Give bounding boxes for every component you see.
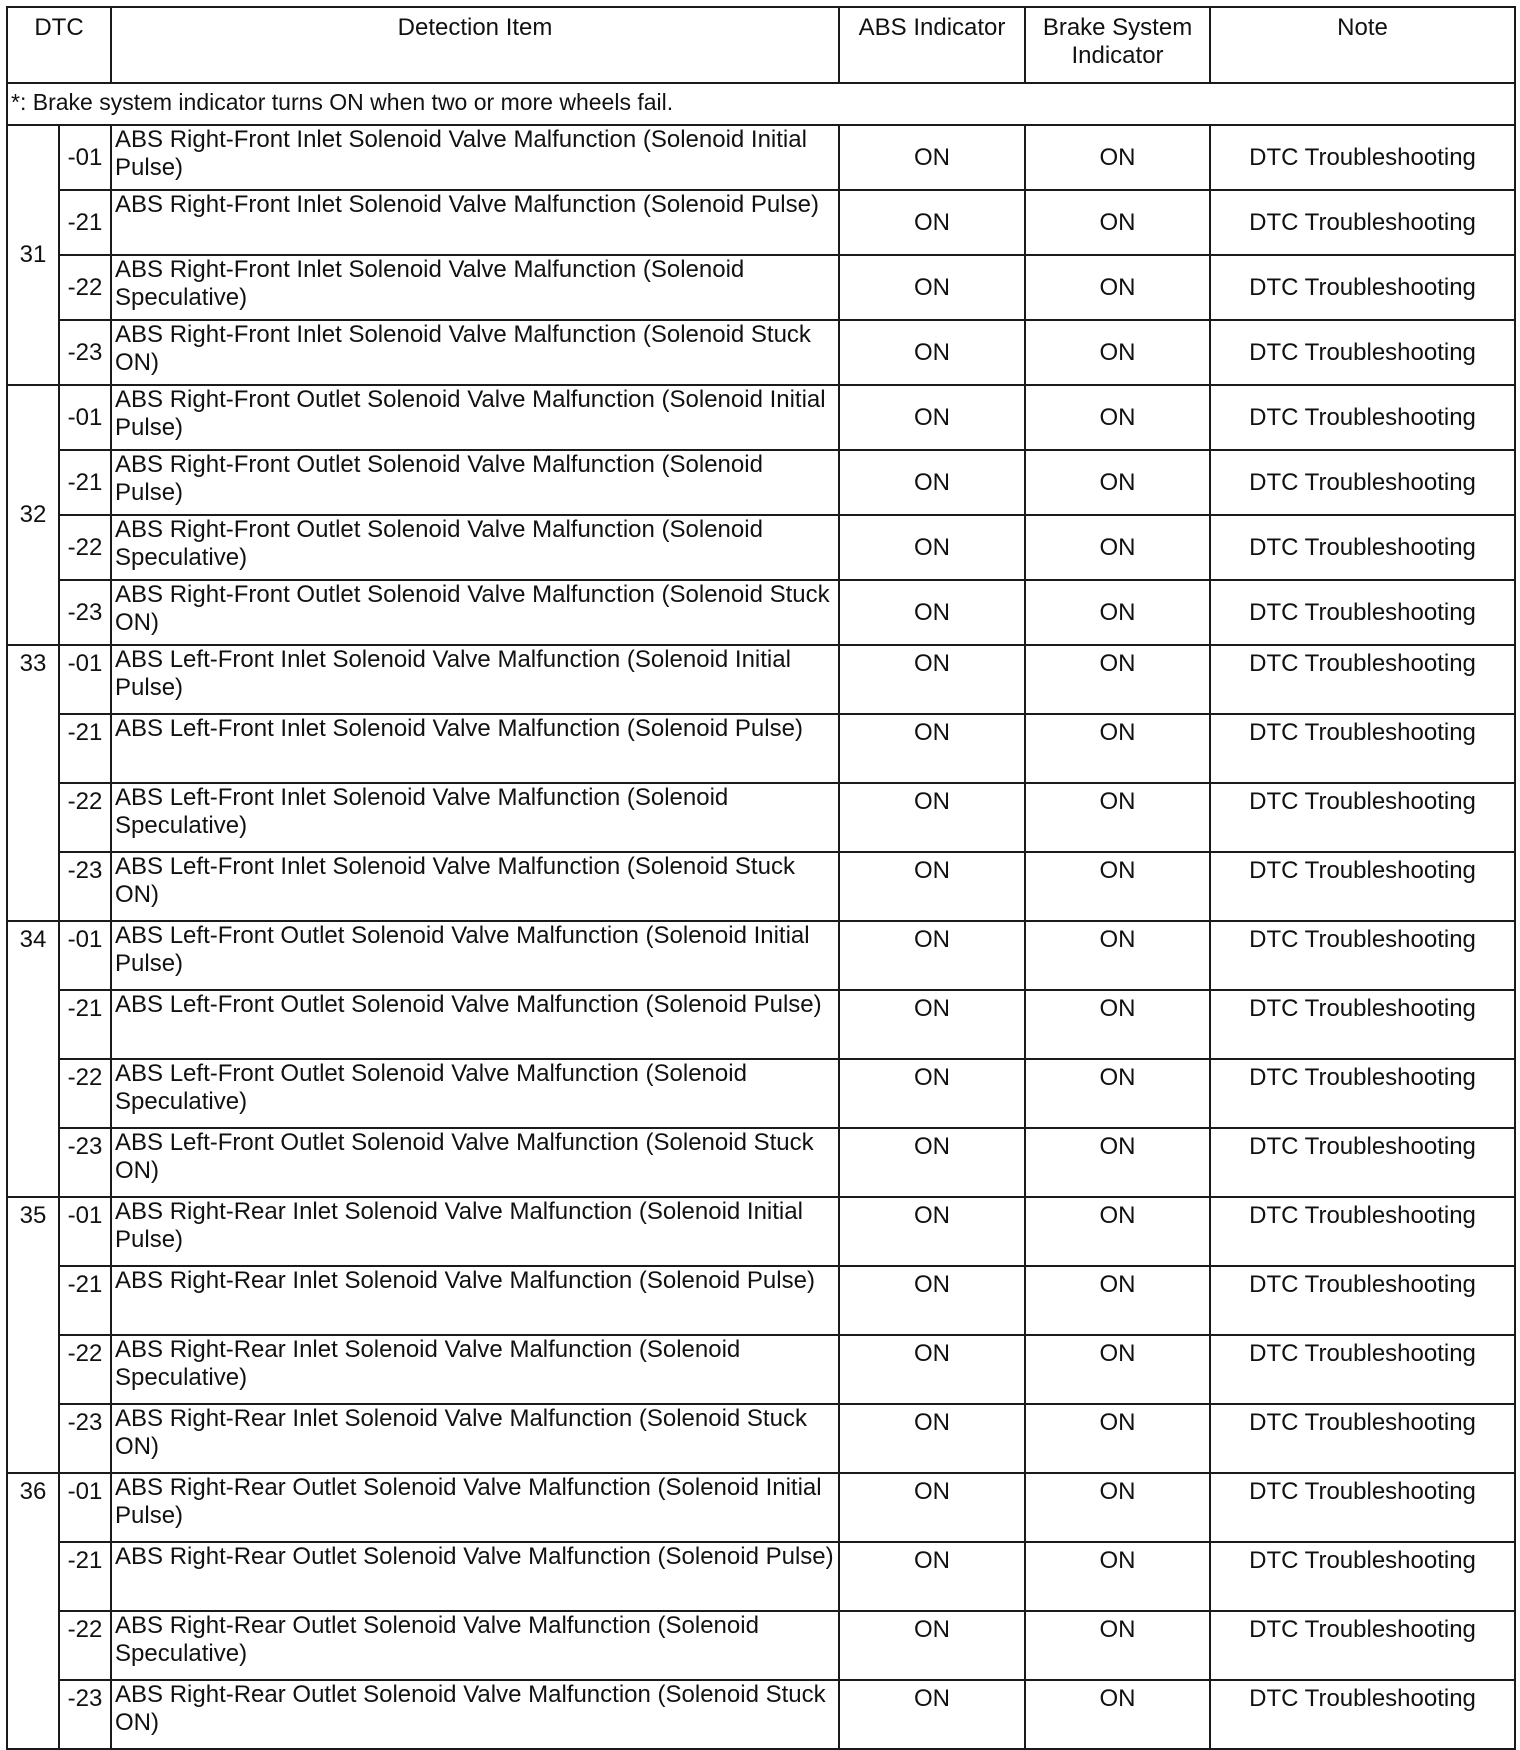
note-value: DTC Troubleshooting — [1210, 783, 1515, 852]
dtc-subcode: -01 — [59, 1473, 111, 1542]
brake-system-indicator-value: ON — [1025, 852, 1210, 921]
header-row — [7, 7, 1515, 83]
detection-item: ABS Left-Front Outlet Solenoid Valve Malfunction (Solenoid Pulse) — [111, 990, 839, 1059]
note-value: DTC Troubleshooting — [1210, 580, 1515, 645]
brake-system-indicator-value: ON — [1025, 714, 1210, 783]
dtc-subcode: -21 — [59, 190, 111, 255]
header-dtc: DTC — [7, 7, 111, 83]
abs-indicator-value: ON — [839, 1680, 1025, 1749]
abs-indicator-value: ON — [839, 1128, 1025, 1197]
note-value: DTC Troubleshooting — [1210, 921, 1515, 990]
note-value: DTC Troubleshooting — [1210, 852, 1515, 921]
table-row — [7, 1473, 1515, 1542]
dtc-subcode: -01 — [59, 125, 111, 190]
dtc-subcode: -22 — [59, 255, 111, 320]
dtc-code: 34 — [7, 921, 59, 1197]
detection-item: ABS Left-Front Inlet Solenoid Valve Malfunction (Solenoid Speculative) — [111, 783, 839, 852]
brake-system-indicator-value: ON — [1025, 125, 1210, 190]
brake-system-indicator-value: ON — [1025, 515, 1210, 580]
footnote-row — [7, 83, 1515, 125]
note-value: DTC Troubleshooting — [1210, 255, 1515, 320]
note-value: DTC Troubleshooting — [1210, 714, 1515, 783]
note-value: DTC Troubleshooting — [1210, 1404, 1515, 1473]
detection-item: ABS Left-Front Outlet Solenoid Valve Malfunction (Solenoid Stuck ON) — [111, 1128, 839, 1197]
abs-indicator-value: ON — [839, 714, 1025, 783]
dtc-code: 36 — [7, 1473, 59, 1749]
note-value: DTC Troubleshooting — [1210, 125, 1515, 190]
table-row — [7, 645, 1515, 714]
dtc-subcode: -01 — [59, 1197, 111, 1266]
brake-system-indicator-value: ON — [1025, 1404, 1210, 1473]
detection-item: ABS Right-Front Outlet Solenoid Valve Malfunction (Solenoid Initial Pulse) — [111, 385, 839, 450]
table-row — [7, 1542, 1515, 1611]
brake-system-indicator-value: ON — [1025, 1197, 1210, 1266]
detection-item: ABS Right-Rear Outlet Solenoid Valve Malfunction (Solenoid Stuck ON) — [111, 1680, 839, 1749]
abs-indicator-value: ON — [839, 255, 1025, 320]
dtc-subcode: -01 — [59, 921, 111, 990]
abs-indicator-value: ON — [839, 450, 1025, 515]
abs-indicator-value: ON — [839, 1197, 1025, 1266]
table-row — [7, 1266, 1515, 1335]
footnote: *: Brake system indicator turns ON when two or more wheels fail. — [7, 83, 1515, 125]
detection-item: ABS Right-Front Inlet Solenoid Valve Malfunction (Solenoid Stuck ON) — [111, 320, 839, 385]
abs-indicator-value: ON — [839, 783, 1025, 852]
detection-item: ABS Right-Front Inlet Solenoid Valve Malfunction (Solenoid Initial Pulse) — [111, 125, 839, 190]
table-row — [7, 450, 1515, 515]
detection-item: ABS Right-Rear Outlet Solenoid Valve Malfunction (Solenoid Speculative) — [111, 1611, 839, 1680]
header-brake-system-indicator: Brake System Indicator — [1025, 7, 1210, 83]
table-row — [7, 1059, 1515, 1128]
note-value: DTC Troubleshooting — [1210, 1059, 1515, 1128]
dtc-table-container — [6, 6, 1516, 1750]
table-row — [7, 714, 1515, 783]
note-value: DTC Troubleshooting — [1210, 1197, 1515, 1266]
brake-system-indicator-value: ON — [1025, 645, 1210, 714]
abs-indicator-value: ON — [839, 1404, 1025, 1473]
brake-system-indicator-value: ON — [1025, 385, 1210, 450]
detection-item: ABS Right-Front Inlet Solenoid Valve Malfunction (Solenoid Speculative) — [111, 255, 839, 320]
table-row — [7, 190, 1515, 255]
table-row — [7, 783, 1515, 852]
dtc-code: 33 — [7, 645, 59, 921]
detection-item: ABS Left-Front Inlet Solenoid Valve Malfunction (Solenoid Initial Pulse) — [111, 645, 839, 714]
dtc-subcode: -21 — [59, 450, 111, 515]
abs-indicator-value: ON — [839, 1542, 1025, 1611]
detection-item: ABS Right-Rear Outlet Solenoid Valve Malfunction (Solenoid Initial Pulse) — [111, 1473, 839, 1542]
dtc-subcode: -23 — [59, 1680, 111, 1749]
note-value: DTC Troubleshooting — [1210, 320, 1515, 385]
note-value: DTC Troubleshooting — [1210, 1128, 1515, 1197]
abs-indicator-value: ON — [839, 125, 1025, 190]
note-value: DTC Troubleshooting — [1210, 1680, 1515, 1749]
detection-item: ABS Right-Rear Outlet Solenoid Valve Malfunction (Solenoid Pulse) — [111, 1542, 839, 1611]
brake-system-indicator-value: ON — [1025, 320, 1210, 385]
dtc-subcode: -21 — [59, 714, 111, 783]
dtc-code: 35 — [7, 1197, 59, 1473]
detection-item: ABS Left-Front Outlet Solenoid Valve Malfunction (Solenoid Initial Pulse) — [111, 921, 839, 990]
dtc-subcode: -23 — [59, 852, 111, 921]
dtc-subcode: -22 — [59, 783, 111, 852]
dtc-subcode: -23 — [59, 1128, 111, 1197]
abs-indicator-value: ON — [839, 1473, 1025, 1542]
note-value: DTC Troubleshooting — [1210, 1266, 1515, 1335]
brake-system-indicator-value: ON — [1025, 990, 1210, 1059]
brake-system-indicator-value: ON — [1025, 1335, 1210, 1404]
dtc-code: 32 — [7, 385, 59, 645]
detection-item: ABS Right-Rear Inlet Solenoid Valve Malfunction (Solenoid Initial Pulse) — [111, 1197, 839, 1266]
note-value: DTC Troubleshooting — [1210, 515, 1515, 580]
brake-system-indicator-value: ON — [1025, 1473, 1210, 1542]
brake-system-indicator-value: ON — [1025, 783, 1210, 852]
table-row — [7, 1128, 1515, 1197]
header-abs-indicator: ABS Indicator — [839, 7, 1025, 83]
detection-item: ABS Left-Front Inlet Solenoid Valve Malfunction (Solenoid Pulse) — [111, 714, 839, 783]
note-value: DTC Troubleshooting — [1210, 990, 1515, 1059]
brake-system-indicator-value: ON — [1025, 1680, 1210, 1749]
note-value: DTC Troubleshooting — [1210, 645, 1515, 714]
dtc-subcode: -22 — [59, 1335, 111, 1404]
detection-item: ABS Right-Rear Inlet Solenoid Valve Malfunction (Solenoid Speculative) — [111, 1335, 839, 1404]
table-row — [7, 921, 1515, 990]
detection-item: ABS Right-Front Inlet Solenoid Valve Malfunction (Solenoid Pulse) — [111, 190, 839, 255]
note-value: DTC Troubleshooting — [1210, 1335, 1515, 1404]
dtc-subcode: -22 — [59, 1611, 111, 1680]
dtc-subcode: -21 — [59, 990, 111, 1059]
table-body — [7, 83, 1515, 1749]
dtc-subcode: -01 — [59, 645, 111, 714]
abs-indicator-value: ON — [839, 385, 1025, 450]
abs-indicator-value: ON — [839, 645, 1025, 714]
brake-system-indicator-value: ON — [1025, 190, 1210, 255]
brake-system-indicator-value: ON — [1025, 1542, 1210, 1611]
dtc-subcode: -23 — [59, 580, 111, 645]
brake-system-indicator-value: ON — [1025, 450, 1210, 515]
abs-indicator-value: ON — [839, 320, 1025, 385]
dtc-subcode: -23 — [59, 320, 111, 385]
detection-item: ABS Left-Front Outlet Solenoid Valve Malfunction (Solenoid Speculative) — [111, 1059, 839, 1128]
dtc-subcode: -23 — [59, 1404, 111, 1473]
detection-item: ABS Right-Front Outlet Solenoid Valve Malfunction (Solenoid Speculative) — [111, 515, 839, 580]
dtc-subcode: -01 — [59, 385, 111, 450]
table-row — [7, 1680, 1515, 1749]
abs-indicator-value: ON — [839, 1059, 1025, 1128]
detection-item: ABS Left-Front Inlet Solenoid Valve Malfunction (Solenoid Stuck ON) — [111, 852, 839, 921]
dtc-subcode: -22 — [59, 515, 111, 580]
note-value: DTC Troubleshooting — [1210, 450, 1515, 515]
dtc-table — [6, 6, 1516, 1750]
detection-item: ABS Right-Front Outlet Solenoid Valve Malfunction (Solenoid Pulse) — [111, 450, 839, 515]
table-row — [7, 990, 1515, 1059]
brake-system-indicator-value: ON — [1025, 921, 1210, 990]
abs-indicator-value: ON — [839, 1335, 1025, 1404]
table-row — [7, 320, 1515, 385]
detection-item: ABS Right-Rear Inlet Solenoid Valve Malfunction (Solenoid Stuck ON) — [111, 1404, 839, 1473]
brake-system-indicator-value: ON — [1025, 255, 1210, 320]
dtc-code: 31 — [7, 125, 59, 385]
note-value: DTC Troubleshooting — [1210, 385, 1515, 450]
abs-indicator-value: ON — [839, 1611, 1025, 1680]
note-value: DTC Troubleshooting — [1210, 1473, 1515, 1542]
table-row — [7, 255, 1515, 320]
brake-system-indicator-value: ON — [1025, 1059, 1210, 1128]
table-row — [7, 1335, 1515, 1404]
dtc-subcode: -21 — [59, 1542, 111, 1611]
abs-indicator-value: ON — [839, 190, 1025, 255]
table-row — [7, 385, 1515, 450]
table-row — [7, 1404, 1515, 1473]
header-detection-item: Detection Item — [111, 7, 839, 83]
detection-item: ABS Right-Front Outlet Solenoid Valve Malfunction (Solenoid Stuck ON) — [111, 580, 839, 645]
brake-system-indicator-value: ON — [1025, 1266, 1210, 1335]
note-value: DTC Troubleshooting — [1210, 1542, 1515, 1611]
brake-system-indicator-value: ON — [1025, 580, 1210, 645]
table-row — [7, 1611, 1515, 1680]
dtc-subcode: -22 — [59, 1059, 111, 1128]
table-row — [7, 515, 1515, 580]
abs-indicator-value: ON — [839, 852, 1025, 921]
dtc-subcode: -21 — [59, 1266, 111, 1335]
note-value: DTC Troubleshooting — [1210, 190, 1515, 255]
abs-indicator-value: ON — [839, 921, 1025, 990]
note-value: DTC Troubleshooting — [1210, 1611, 1515, 1680]
abs-indicator-value: ON — [839, 515, 1025, 580]
table-row — [7, 125, 1515, 190]
abs-indicator-value: ON — [839, 990, 1025, 1059]
table-row — [7, 852, 1515, 921]
brake-system-indicator-value: ON — [1025, 1611, 1210, 1680]
header-note: Note — [1210, 7, 1515, 83]
detection-item: ABS Right-Rear Inlet Solenoid Valve Malfunction (Solenoid Pulse) — [111, 1266, 839, 1335]
table-row — [7, 1197, 1515, 1266]
abs-indicator-value: ON — [839, 580, 1025, 645]
table-row — [7, 580, 1515, 645]
brake-system-indicator-value: ON — [1025, 1128, 1210, 1197]
abs-indicator-value: ON — [839, 1266, 1025, 1335]
